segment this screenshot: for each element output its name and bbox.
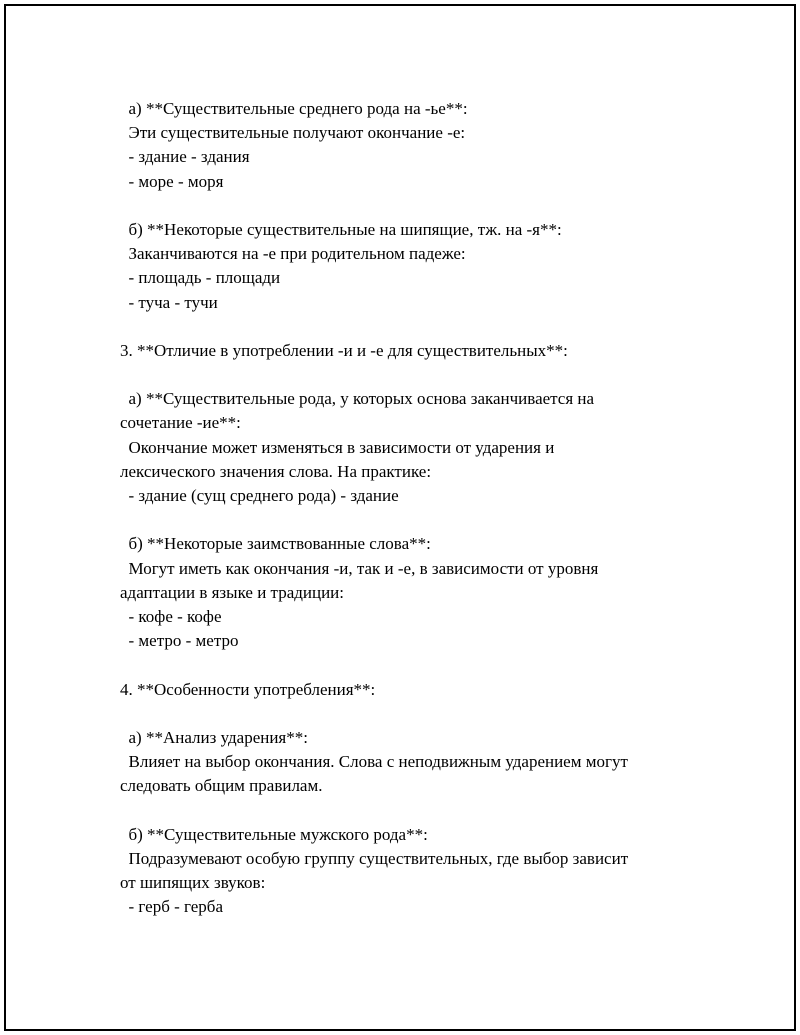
text-line: а) **Существительные среднего рода на -ье**: xyxy=(120,99,468,118)
text-line: - туча - тучи xyxy=(120,292,218,312)
text-line: - герб - герба xyxy=(120,897,224,917)
text-line: б) **Некоторые существительные на шипящие, тж. на -я**: xyxy=(120,219,562,239)
text-line: Могут иметь как окончания -и, так и -е, в зависимости от уровня xyxy=(120,558,599,578)
blank-line xyxy=(120,363,710,387)
text-line: - кофе - кофе xyxy=(120,606,222,626)
blank-line xyxy=(120,508,710,532)
text-line: - площадь - площади xyxy=(120,268,281,288)
text-line: следовать общим правилам. xyxy=(120,776,323,796)
text-line: - море - моря xyxy=(120,171,224,191)
text-line: лексического значения слова. На практике: xyxy=(120,461,432,481)
text-line: Заканчиваются на -е при родительном падеже: xyxy=(120,244,466,264)
text-line: Эти существительные получают окончание -е: xyxy=(120,123,466,143)
text-line: сочетание -ие**: xyxy=(120,413,241,433)
text-line: - здание - здания xyxy=(120,147,250,167)
text-line: а) **Существительные рода, у которых основа заканчивается на xyxy=(120,389,595,409)
blank-line xyxy=(120,194,710,218)
text-line: - здание (сущ среднего рода) - здание xyxy=(120,486,399,505)
text-line: - метро - метро xyxy=(120,631,239,651)
text-line: адаптации в языке и традиции: xyxy=(120,582,344,602)
text-line: 3. **Отличие в употреблении -и и -е для существительных**: xyxy=(120,340,568,360)
blank-line xyxy=(120,798,710,822)
text-line: Подразумевают особую группу существительных, где выбор зависит xyxy=(120,848,629,868)
text-line: б) **Существительные мужского рода**: xyxy=(120,824,428,844)
text-line: б) **Некоторые заимствованные слова**: xyxy=(120,534,431,554)
blank-line xyxy=(120,315,710,339)
blank-line xyxy=(120,653,710,677)
text-line: Окончание может изменяться в зависимости от ударения и xyxy=(120,437,555,457)
text-line: от шипящих звуков: xyxy=(120,873,266,892)
document-body xyxy=(120,97,710,919)
text-line: 4. **Особенности употребления**: xyxy=(120,679,376,699)
document-page xyxy=(4,4,796,1031)
text-line: а) **Анализ ударения**: xyxy=(120,727,308,747)
blank-line xyxy=(120,702,710,726)
text-line: Влияет на выбор окончания. Слова с неподвижным ударением могут xyxy=(120,752,628,772)
